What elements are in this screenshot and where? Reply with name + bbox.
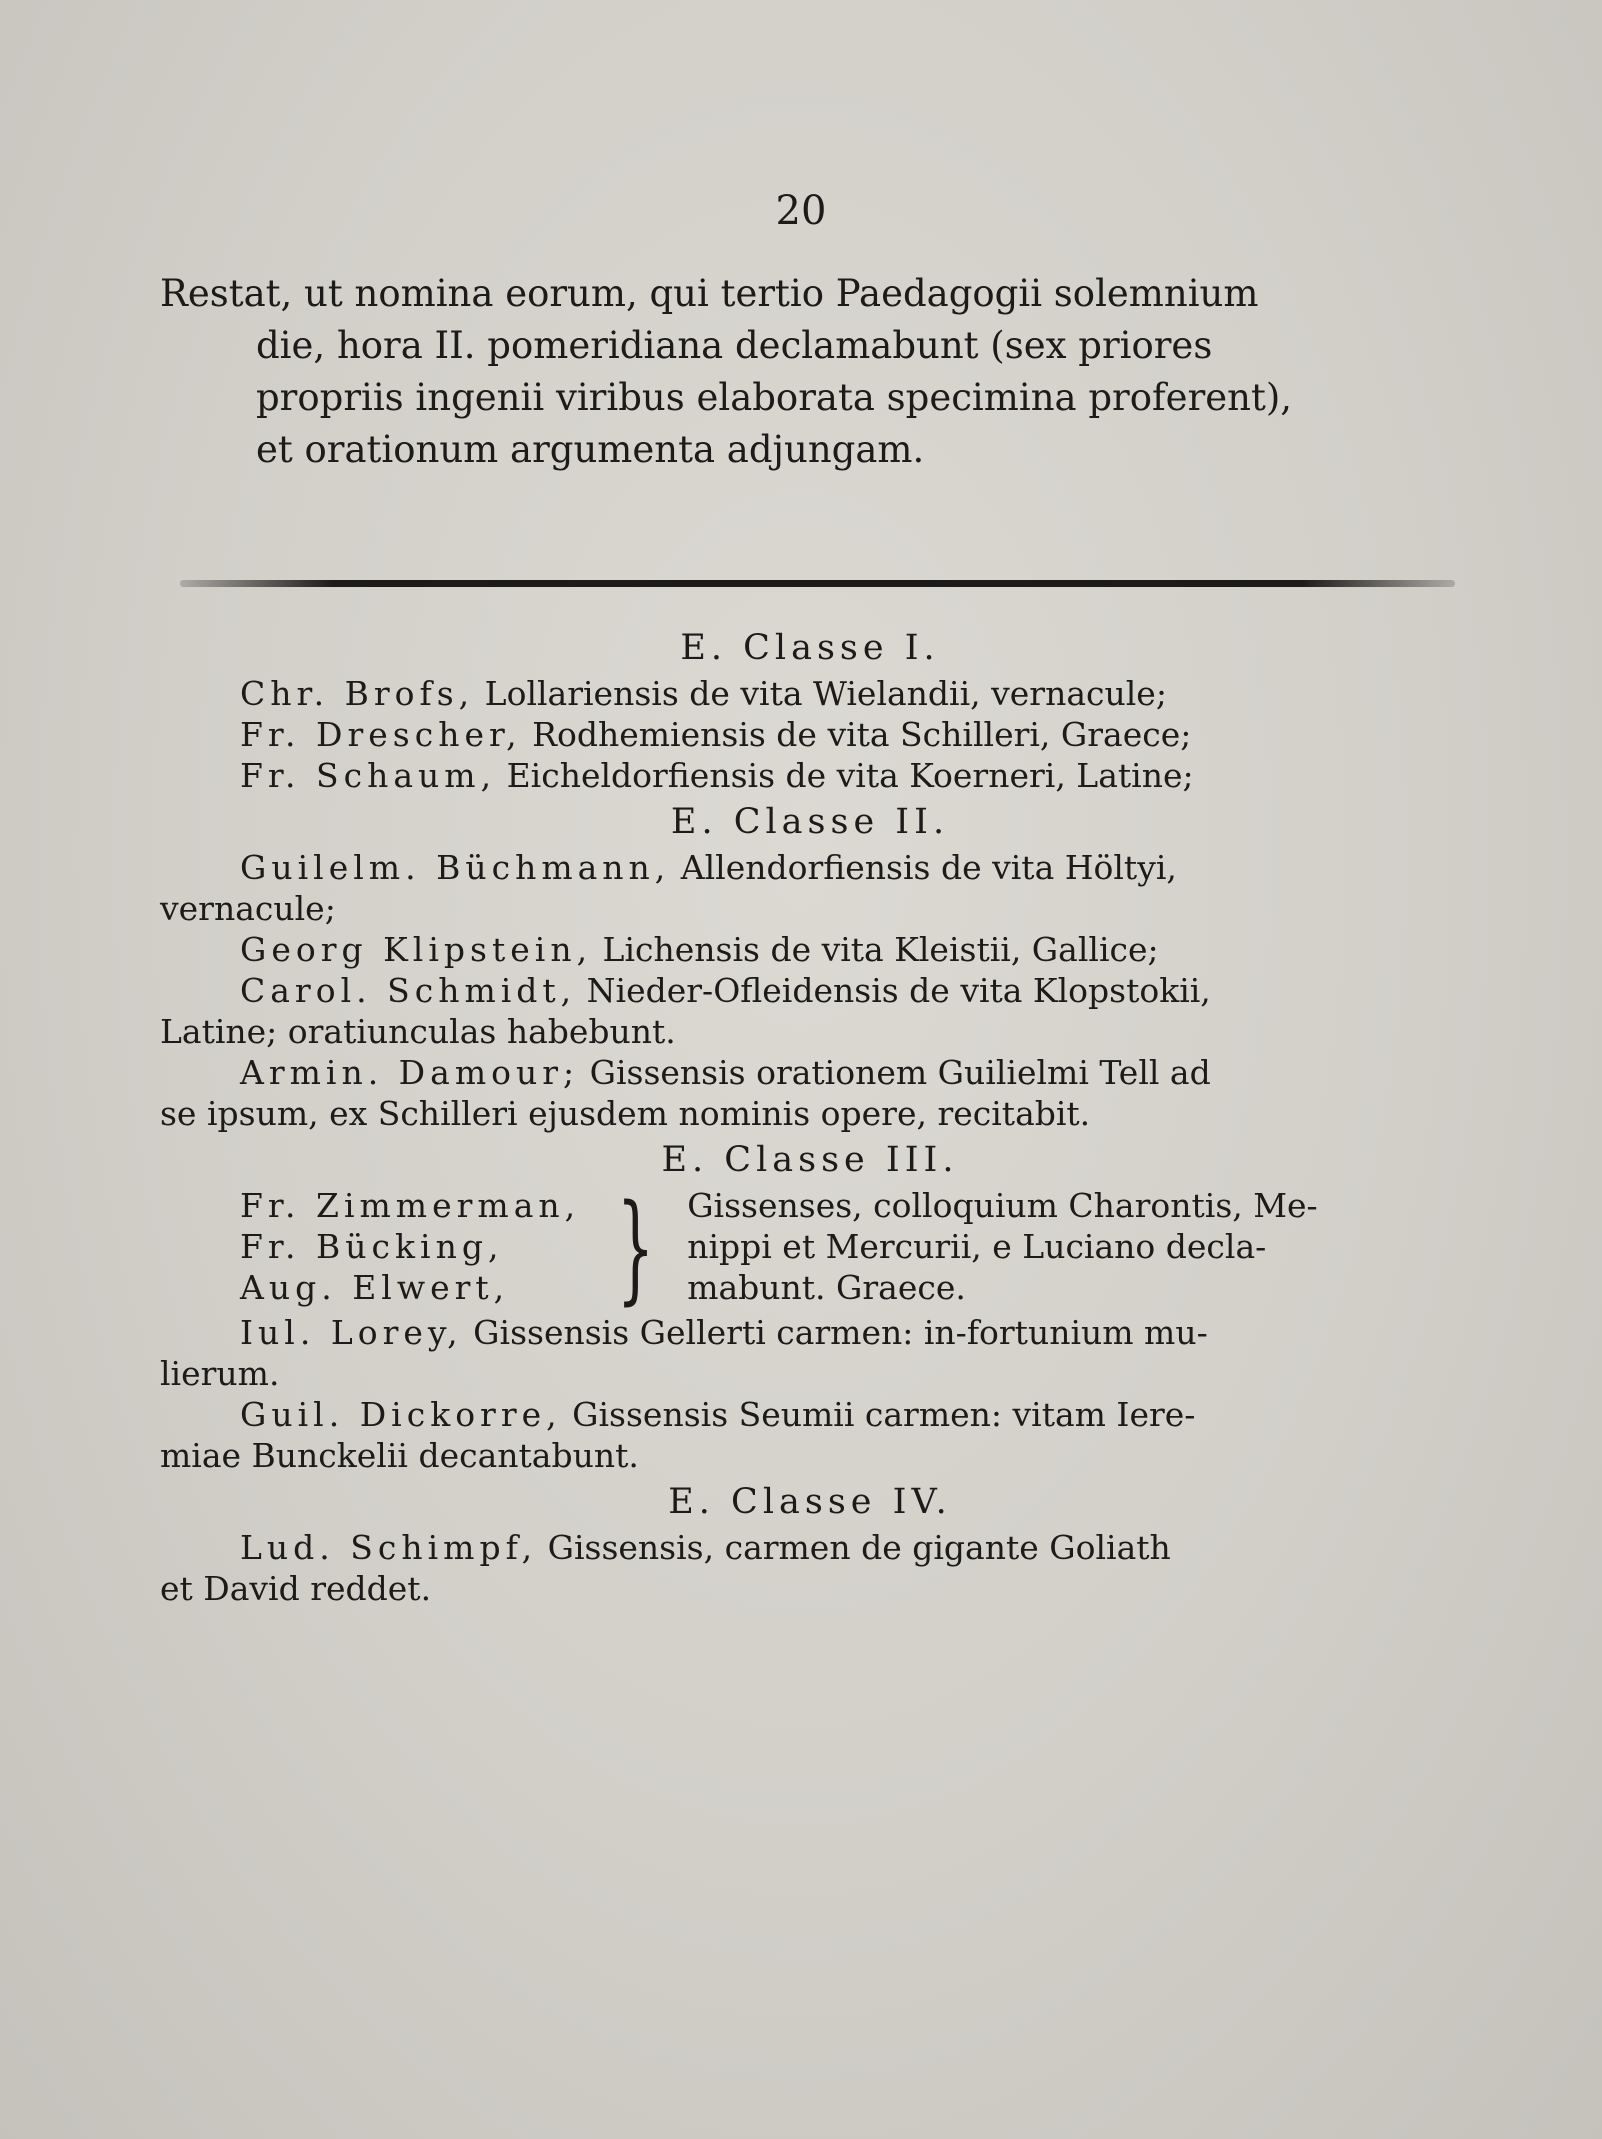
student-entry [160,970,1460,1011]
intro-line: et orationum argumenta adjungam. [256,428,925,471]
student-name: Guilelm. Büchmann, [240,848,671,887]
entry-text: Nieder-Ofleidensis de vita Klopstokii, [576,971,1211,1010]
grouped-names [240,1185,580,1308]
class-heading: E. Classe III. [661,1140,959,1180]
student-entry [160,1312,1460,1353]
entry-continuation: vernacule; [160,889,336,928]
entry-continuation: se ipsum, ex Schilleri ejusdem nominis opere, recitabit. [160,1094,1091,1133]
student-entry [160,929,1460,970]
entry-text: mabunt. Graece. [687,1268,966,1307]
entry-continuation: Latine; oratiunculas habebunt. [160,1012,676,1051]
student-name: Fr. Drescher, [240,715,522,754]
entry-text: Lollariensis de vita Wielandii, vernacule; [474,674,1167,713]
student-entry [160,673,1460,714]
student-name: Aug. Elwert, [240,1268,510,1307]
intro-line: Restat, ut nomina eorum, qui tertio Paedagogii solemnium [160,272,1259,315]
page-number: 20 [775,188,827,234]
entry-text: Gissensis Seumii carmen: vitam Iere- [561,1395,1196,1434]
grouped-entry [160,1177,1460,1316]
class-heading: E. Classe I. [680,628,940,668]
student-name: Chr. Brofs, [240,674,475,713]
class-heading: E. Classe IV. [668,1482,952,1522]
entry-text: nippi et Mercurii, e Luciano decla- [687,1227,1267,1266]
entry-continuation: et David reddet. [160,1569,432,1608]
entry-text: Lichensis de vita Kleistii, Gallice; [592,930,1159,969]
student-name: Lud. Schimpf, [240,1528,538,1567]
student-entry [160,847,1460,888]
entry-text: Gissensis, carmen de gigante Goliath [537,1528,1171,1567]
intro-paragraph [160,268,1450,476]
intro-line: die, hora II. pomeridiana declamabunt (sex priores [256,324,1213,367]
entry-text: Eicheldorfiensis de vita Koerneri, Latine; [496,756,1194,795]
class-heading: E. Classe II. [670,802,950,842]
student-name: Armin. Damour; [240,1053,580,1092]
student-entry [160,1052,1460,1093]
declamation-list [160,622,1460,1609]
entry-text: Gissenses, colloquium Charontis, Me- [687,1186,1318,1225]
student-name: Guil. Dickorre, [240,1395,562,1434]
student-entry [160,1394,1460,1435]
entry-text: Allendorfiensis de vita Höltyi, [670,848,1177,887]
student-name: Fr. Bücking, [240,1227,504,1266]
entry-continuation: miae Bunckelii decantabunt. [160,1436,639,1475]
entry-continuation: lierum. [160,1354,280,1393]
grouped-text [687,1185,1318,1308]
student-entry [160,714,1460,755]
student-name: Carol. Schmidt, [240,971,577,1010]
student-entry [160,755,1460,796]
student-name: Fr. Zimmerman, [240,1186,581,1225]
intro-line: propriis ingenii viribus elaborata specimina proferent), [256,376,1293,419]
brace-icon: } [616,1177,655,1316]
student-name: Fr. Schaum, [240,756,497,795]
student-name: Georg Klipstein, [240,930,593,969]
entry-text: Gissensis orationem Guilielmi Tell ad [579,1053,1211,1092]
entry-text: Gissensis Gellerti carmen: in-fortunium mu- [462,1313,1208,1352]
section-divider [180,580,1455,587]
entry-text: Rodhemiensis de vita Schilleri, Graece; [521,715,1192,754]
student-name: Iul. Lorey, [240,1313,463,1352]
student-entry [160,1527,1460,1568]
